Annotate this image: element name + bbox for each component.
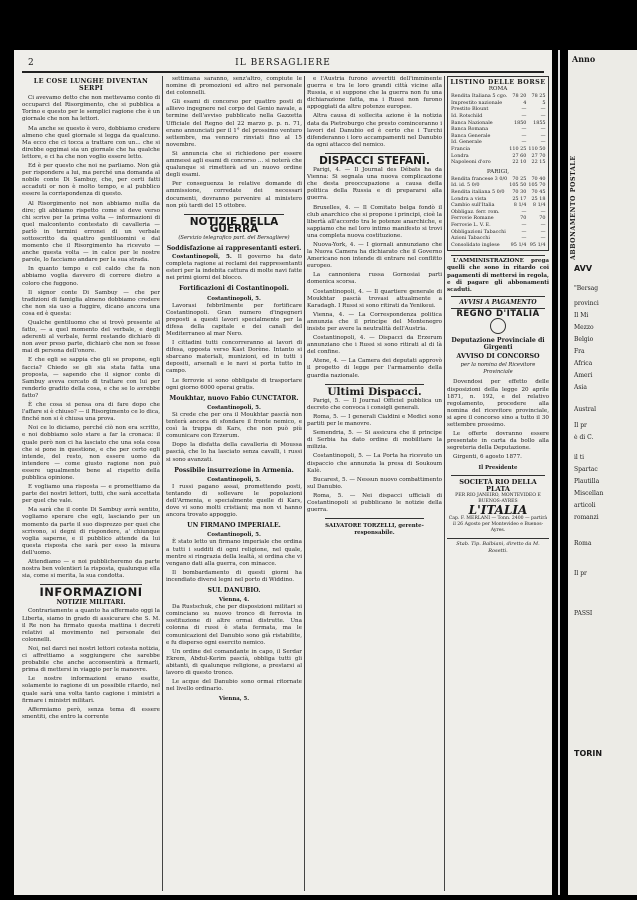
side-header: Anno — [572, 54, 596, 64]
dateline: Vienna, 5. — [218, 696, 250, 703]
rate-row — [450, 242, 546, 249]
paragraph: Lavorasi febbrilmente per fortificare Costantinopoli. Gran numero d'ingegneri preposti a questi lavori specialmente per la difesa della capitale e dei canali del Mediterraneo al mar Nero. — [166, 302, 302, 337]
article-heading: UN FIRMANO IMPERIALE. — [187, 522, 281, 530]
column-3 — [307, 76, 442, 537]
side-snippet: Africa — [574, 360, 593, 367]
paragraph: Ma sarà che il conte Di Sambuy avrà sentito, vogliamo sperare che egli, lasciando per un momento da parte il suo disprezzo per quei che scrivono, si degni di rispondere, a' chiunque voglia saperne, e il pubblico attende da lui questa risposta che sarà per esso la misura dell'uomo. — [22, 507, 160, 556]
rate-label: Ferrovie Romane — [451, 215, 494, 222]
rate-label: Id. Generale — [451, 139, 482, 146]
page-number: 2 — [28, 58, 35, 68]
rate-row — [450, 159, 547, 166]
article-heading: Fortificazioni di Costantinopoli. — [179, 285, 289, 293]
rate-value: 78 25 — [531, 93, 546, 100]
rate-value: 8 1/4 — [532, 202, 546, 209]
article-body — [307, 76, 442, 149]
avviso-body — [447, 379, 549, 461]
paragraph: Si crede che per ora il Moukhtar pascià non tenterà ancora di sfondare il fronte nemico, e così la truppa di Kars, che non può più comunicare con Erzerum. — [166, 411, 302, 440]
article-text: I russi pagano assai, promettendo posti, tentando di sollevare le popolazioni dell'Armenia, e specialmente quelle di Kars, dove vi sono molti cristiani; ma non vi hanno ancora trovato appoggio. — [166, 483, 302, 519]
societa-text: Cap. F. MERLANI — Tonn. 2400 — partirà il 26 Agosto per Montevideo e Buenos-Ayres. — [448, 515, 548, 533]
avviso-concorso-title: AVVISO DI CONCORSO — [456, 352, 540, 361]
page-header — [14, 58, 552, 70]
side-snippet: il ti — [574, 454, 585, 461]
side-snippet: Ameri — [574, 372, 593, 379]
rate-label: Obbligazioni Tabacchi — [451, 228, 506, 235]
divider — [325, 153, 424, 154]
section-title-informazioni: INFORMAZIONI — [39, 585, 143, 600]
roma-rates-table — [450, 93, 547, 166]
rate-value: 95 1/4 — [510, 241, 527, 248]
societa-subtitle: PER RIO JANEIRO, MONTEVIDEO E BUENOS-AYRES — [455, 492, 541, 504]
rate-value: — — [540, 126, 546, 133]
rate-row — [450, 139, 547, 146]
rate-value: 1855 — [533, 119, 546, 126]
paragraph: Dopo la disfatta della cavalleria di Moussa pascià, che lo ha lasciato senza cavalli, i russi si sono avanzati. — [166, 442, 302, 463]
article-body — [307, 167, 442, 380]
dateline: Costantinopoli, 5. — [207, 295, 261, 302]
side-snippet: Il pr — [574, 422, 587, 429]
rate-value: 105 70 — [528, 182, 546, 189]
societa-title: SOCIETÀ RIO DELLA PLATA — [459, 477, 537, 493]
gerente-signature: SALVATORE TORZELLI, gerente-responsabile. — [325, 523, 424, 537]
paragraph: Noi ce lo diciamo, perché ciò non era scritto, e noi dobbiamo solo stare a far la cronaca: il quale però non ci ha lasciato che una sola cosa che si pone in questione, e che per certo egli intende, del resto, non essere uomo da intendere — come giusto ragione non può essere ugualmente bene al rispetto della pubblica opinione. — [22, 425, 160, 481]
dateline: Costantinopoli, 5. — [207, 476, 261, 483]
newspaper-title: IL BERSAGLIERE — [235, 58, 331, 68]
rate-label: Azioni Tabacchi — [451, 235, 490, 242]
section-title-guerra: NOTIZIE DELLA GUERRA — [189, 215, 279, 235]
article-text: Il governo ha dato completa ragione ai reclami dei rappresentanti esteri per la indebita cattura di molte navi fatte nei primi giorni del blocco. — [166, 254, 302, 282]
column-2 — [166, 76, 302, 703]
rate-value: 70 40 — [531, 175, 546, 182]
rate-label: Obbligaz. ferr. rom. — [451, 208, 500, 215]
page-gutter — [558, 50, 560, 895]
rate-value: — — [521, 132, 527, 139]
rate-value: 110 50 — [528, 145, 546, 152]
side-snippet: Fra — [574, 348, 585, 355]
rate-value: 70 45 — [531, 189, 546, 195]
paragraph: Un ordine del comandante in capo, il Serdar Ekrem, Abdul-Kerim pascià, obbliga tutti gli abitanti, di qualunque religione, a prestarsi al lavoro di questo tronco. — [166, 648, 302, 677]
divider — [451, 475, 545, 476]
amministrazione-notice: L'AMMINISTRAZIONE prega quelli che sono in ritardo coi pagamenti di mettersi in regola, e di pagare gli abbonamenti scaduti. — [447, 258, 549, 293]
paragraph: Qualche gentiluomo che si trovò presente al fatto, — a quel momento del verbale, e degli aderenti al verbale, fermi restando dichiarò di non aver preso parte, dichiarò che non se fosse mai di persona dell'onore. — [22, 320, 160, 355]
side-snippet: Plautilla — [574, 478, 600, 485]
rate-label: Banca Generale — [451, 132, 491, 139]
paragraph: Le acque del Danubio sono ormai ritornate nel livello ordinario. — [166, 679, 302, 693]
paragraph: Dovendosi per effetto delle disposizioni della legge 20 aprile 1871, n. 192, e del relativo regolamento, procedere alla nomina del ricevitore provinciale, si apre il concorso sino a tutto il 30 settembre prossimo. — [447, 379, 549, 429]
section-subtitle: NOTIZIE MILITARI. — [56, 599, 126, 607]
rate-value: — — [540, 112, 546, 119]
rate-label: Rendita italiana 5 0/0 — [451, 189, 505, 195]
dateline: Costantinopoli, 5. — [207, 404, 261, 411]
rate-row — [450, 202, 546, 209]
rate-row — [450, 176, 546, 183]
side-snippet: Mezzo — [574, 324, 594, 331]
side-vertical-label: ABBONAMENTO POSTALE — [570, 155, 577, 260]
rate-value: 95 1/4 — [529, 241, 546, 248]
rate-value: — — [540, 235, 546, 242]
paragraph: settimana saranno, senz'altro, compiute le nomine di promozioni ed altro nel personale dei colonnelli. — [166, 76, 302, 97]
side-snippet: "Bersag — [574, 285, 599, 292]
paragraph: Gli esami di concorso per quattro posti di allievo ingegnere nel corpo del Genio navale, a termine dell'avviso pubblicato nella Gazzetta Ufficiale del Regno del 22 marzo p. p. n. 71, erano annunciati per il 1° del prossimo venturo settembre, ma vennero rinviati fino al 15 novembre. — [166, 99, 302, 148]
divider — [184, 214, 284, 215]
section-note: (Servizio telegrafico part. del Bersagliere) — [178, 234, 290, 241]
paragraph: Al Risorgimento noi non abbiamo nulla da dire; gli abbiamo rispetto come si deve verso chi scrive per la prima volta — informazioni di quel malcontento contestato di cavalleria — parlò in termini erronei di un verbale sottoscritto da quattro gentiluomini e dal momento che il Risorgimento ha ricevuto — anche questa volta — in calce per le nostre parole, lo facciamo andare per la sua strada. — [22, 200, 160, 264]
rate-value: 22 10 — [512, 159, 527, 166]
paragraph: E che egli se sappia che gli se propone, egli faccia? Chiedo se gli sia stata fatta una proposta, — sapendo che il signor conte di Sambuy aveva cercato di trattare con lui per renderlo gradito della cosa, e che se lo avrebbe fatto? — [22, 357, 160, 399]
paragraph: Per conseguenza le relative domande di ammissione, corredate dei necessari documenti, dovranno pervenire al ministero non più tardi del 15 ottobre. — [166, 181, 302, 209]
printer-footer: Stab. Tip. Balbiani, diretto da M. Rosetti. — [447, 538, 549, 555]
header-rule — [22, 71, 544, 73]
rate-value: — — [521, 139, 527, 146]
dispatch: Bucarest, 5. — Nessun nuovo combattimento sul Danubio. — [307, 476, 442, 490]
rate-label: Ferrovie L. V. E. — [451, 221, 491, 228]
rate-value: 5 — [542, 99, 546, 106]
section-title-dispacci: DISPACCI STEFANI. — [319, 154, 430, 167]
dispatch: Roma, 5. — I generali Cialdini e Medici sono partiti per le manovre. — [307, 413, 442, 428]
article-heading: Soddisfazione ai rappresentanti esteri. — [166, 244, 302, 252]
paragraph: Ma anche se questo è vero, dobbiamo credere almeno che quel giornale si legga da qualcuno. Ma ecco che ci tocca a trattare con un... che si direbbe oggimai sia un giornale che ha qualche lettore, e ci ha che non voglio essere letto. — [22, 125, 160, 160]
paragraph: Noi, nel darci nei nostri lettori cotesta notizia, ci affrettiamo a soggiungere che sarebbe probabile che anche acconsentirà a firmarli, prima di mettersi in viaggio per le manovre. — [22, 645, 160, 674]
divider — [451, 296, 545, 297]
divider — [451, 255, 545, 256]
paragraph: Ci avevamo detto che non mettevamo conto di occuparci del Risorgimento, che si pubblica a Torino e questo per le semplici ragione che è un giornale che non ha lettori. — [22, 95, 160, 123]
rate-label: Id. id. 5 0/0 — [451, 182, 480, 189]
newspaper-page — [14, 50, 552, 895]
rate-value: 25 17 — [512, 195, 527, 202]
paragraph: Da Rustschuk, che per disposizioni militari si cominciano su nuovo tronco di ferrovia in sostituzione di altre ormai distrutte. Una colonna di russi è stata fermata, ma le comunicazioni del Danubio sono già ristabilite, e fu disperso ogni esercito nemico. — [166, 604, 302, 646]
paragraph: Le offerte dovranno essere presentate in carta da bollo alla segreteria della Deputazione. — [447, 431, 549, 452]
rate-value: — — [540, 208, 546, 215]
article-text: È stato letto un firmano imperiale che ordina a tutti i sudditi di ogni religione, nel quale, mentre si ringrazia della lealtà, si ordina che vi vengano dati alla guerra, con minacce. — [166, 539, 302, 567]
rate-value: — — [521, 221, 527, 228]
column-divider — [162, 76, 163, 891]
paragraph: Il signor conte Di Sambuy — che per tradizioni di famiglia almeno dobbiamo credere che non sia uso a fuggire, dicano ancora una cosa ed è questa: — [22, 289, 160, 317]
rate-row — [450, 235, 546, 242]
side-snippet: Il Mi — [574, 312, 589, 319]
rate-label: Cambio sull'Italia — [451, 202, 495, 209]
dateline: Costantinopoli, 5. — [172, 254, 232, 261]
paragraph: I cittadini tutti concorreranno ai lavori di difesa, opposta verso Kast Dorène. Intanto si sbarcano materiali, munizioni, ed in tutti i depositi, arsenali e le navi si porta tutto in campo. — [166, 340, 302, 375]
rate-value: 70 25 — [512, 175, 527, 182]
side-snippet: Asia — [574, 384, 587, 391]
rate-label: Banca Romana — [451, 126, 489, 133]
rate-value: — — [540, 228, 546, 235]
rate-row — [450, 113, 547, 120]
dispatch: Parigi, 5. — Il Journal Officiel pubblica un decreto che convoca i consigli generali. — [307, 397, 442, 411]
rate-value: — — [540, 221, 546, 228]
rate-row — [450, 100, 547, 107]
rate-value: — — [521, 208, 527, 215]
article-heading: SUL DANUBIO. — [207, 587, 261, 594]
rate-value: 78 20 — [512, 93, 527, 100]
rate-value: 25 18 — [531, 195, 546, 202]
rate-value: 70 — [539, 215, 546, 222]
paragraph: Altra causa di sollecita azione è la notizia data da Pietroburgo che presto cominceranno i lavori del Danubio ed è certo che i Turchi difenderanno i loro accampamenti nel Danubio da ogni attacco del nemico. — [307, 113, 442, 148]
listino-borse — [447, 76, 549, 251]
paragraph: Contrariamente a quanto ha affermato oggi la Liberta, siamo in grado di assicurare che S. M. il Re non ha firmato questa mattina i decreti relativi al movimento nel personale dei colonnelli. — [22, 608, 160, 643]
rate-value: 70 30 — [512, 189, 527, 195]
side-snippet: Roma — [574, 540, 592, 547]
avviso-signature: Il Presidente — [478, 464, 518, 471]
rate-value: 22 15 — [531, 159, 546, 166]
rate-label: Imprestito nazionale — [451, 99, 503, 106]
paragraph: È che cosa si pensa ora di fare dopo che l'affare si è chiuso? — il Risorgimento ce lo dica, finché non si è chiusa una prova. — [22, 402, 160, 423]
article-heading: Possibile insurrezione in Armenia. — [174, 466, 294, 474]
rate-label: Francia — [451, 145, 471, 152]
paragraph: Si annuncia che si richiedono per essere ammessi agli esami di concorso ... si noterà che qualunque si rimetterà ad un nuovo ordine degli esami. — [166, 150, 302, 179]
rate-label: Banca Nazionale — [451, 119, 493, 126]
adjacent-page-strip — [568, 50, 637, 895]
deputazione-title: Deputazione Provinciale di Girgenti — [451, 337, 545, 352]
rate-row — [450, 189, 546, 196]
column-divider — [444, 76, 445, 891]
dateline: Costantinopoli, 5. — [207, 532, 261, 539]
column-1 — [22, 76, 160, 723]
rate-value: — — [521, 112, 527, 119]
rate-value: 8 1/4 — [513, 202, 527, 209]
rate-value: — — [521, 228, 527, 235]
dispatch: Bruxelles, 4. — Il Comitato belga fondò il club anarchico che si propone i principi, cioè la libertà all'accordo tra le potenze anarchiche, e sappiamo che nel loro intimo manifesto si trovi una completa nuova costituzione. — [307, 204, 442, 239]
side-snippet: Il pr — [574, 570, 587, 577]
article-body — [307, 398, 442, 514]
rate-row — [450, 215, 546, 222]
rate-row — [450, 126, 547, 133]
rate-row — [450, 146, 547, 153]
rate-row — [450, 153, 547, 160]
paragraph: Ed è per questo che noi ne parliamo. Non già per rispondere a lui, ma perché una domanda al nobile conte Di Sambuy, che, per certi fatti accaduti or non è molto tempo, e al pubblico essere la corrispondenza di questo. — [22, 163, 160, 198]
rate-label: Rendita francese 3 0/0 — [451, 175, 508, 182]
side-snippet: TORIN — [574, 750, 603, 758]
regno-title: REGNO D'ITALIA — [456, 308, 540, 319]
paragraph: Affermiamo però, senza tema di essere smentiti, che entro la corrente — [22, 706, 160, 720]
article-text: Il bombardamento di questi giorni ha incendiato diversi legni nel porto di Widdino. — [166, 569, 302, 583]
rate-value: 110 25 — [509, 145, 527, 152]
paragraph: Le ferrovie si sono obbligate di trasportare ogni giorno 6000 operai gratis. — [166, 377, 302, 391]
article-body — [166, 412, 302, 464]
side-snippet: Miscellan — [574, 490, 604, 497]
side-snippet: provinci — [574, 300, 599, 307]
avviso-subtitle: per la nomina del Ricevitore Provinciale — [460, 362, 536, 376]
rate-label: Consolidato inglese — [451, 241, 500, 248]
rate-value: — — [540, 106, 546, 113]
rate-value: 105 50 — [509, 182, 527, 189]
rate-row — [450, 209, 546, 216]
dispatch: Semendria, 5. — Si assicura che il principe di Serbia ha dato ordine di mobilitare la milizia. — [307, 430, 442, 451]
rate-row — [450, 93, 547, 100]
ship-name: L'ITALIA — [468, 502, 528, 517]
rate-row — [450, 133, 547, 140]
rate-label: Londra — [451, 152, 469, 159]
rate-row — [450, 222, 546, 229]
rate-label: Londra a vista — [451, 195, 487, 202]
article-body — [166, 303, 302, 392]
rate-value: — — [521, 235, 527, 242]
dispatch: Nuova-York, 4. — I giornali annunziano che la Nuova Camera ha dichiarato che il Governo Americano non intende di entrare nel conflitto europeo. — [307, 241, 442, 270]
column-divider — [304, 76, 305, 891]
paragraph: Le nostre informazioni erano esatte, solamente io ragione di un possibile ritardo, nel quale sarà una volta tanto cagione i ministri a firmare i ministri militari. — [22, 676, 160, 704]
dispatch: Costantinopoli, 4. — Dispacci da Erzerum annunziano che i Russi si sono ritirati al di là del confine. — [307, 335, 442, 356]
paragraph: Attendiamo — e noi pubblicheremo da parte nostra ben volentieri la risposta, qualunque ella sia, come si merita, la sua condotta. — [22, 559, 160, 580]
rate-label: Napoleoni d'oro — [451, 159, 491, 166]
paragraph: In quanto tempo e col caldo che fa non abbiamo voglia davvero di correre dietro a coloro che fuggono. — [22, 266, 160, 287]
dispatch: Parigi, 4. — Il Journal des Débats ha da Vienna: Si segnala una nuova complicazione che desta preoccupazione a causa della politica della Russia e di prepararsi alla guerra. — [307, 167, 442, 202]
rate-value: — — [540, 132, 546, 139]
dispatch: Vienna, 4. — La Correspondenza politica annunzia che il principe del Montenegro insiste per avere la neutralità dell'Austria. — [307, 311, 442, 332]
article-body — [166, 76, 302, 210]
coat-of-arms-icon — [490, 318, 506, 334]
divider — [325, 518, 424, 519]
side-snippet: PASSI — [574, 610, 593, 617]
parigi-title: PARIGI, — [486, 168, 510, 175]
paragraph: e l'Austria furono avvertiti dell'imminente guerra e tra le loro grandi città vicine alla Russia, e si suppone che la guerra non fu una dichiarazione fatta, ma i Russi non furono appoggiati da altre potenze europee. — [307, 76, 442, 111]
dispatch: Atene, 4. — La Camera dei deputati approvò il progetto di legge per l'armamento della guardia nazionale. — [307, 358, 442, 379]
side-snippet: articoli — [574, 502, 596, 509]
listino-title: LISTINO DELLE BORSE — [450, 78, 546, 86]
rate-label: Prestito Blount — [451, 106, 489, 113]
paragraph: Girgenti, 6 agosto 1877. — [453, 454, 522, 461]
article-heading: Moukhtar, nuovo Fabio CUNCTATOR. — [169, 394, 299, 402]
rate-value: 27 70 — [531, 152, 546, 159]
rate-value: 70 — [520, 215, 527, 222]
dispatch: Costantinopoli, 4. — Il quartiere generale di Moukhtar pascià trovasi attualmente a Karadagh. I Russi si sono ritirati da Yenikeui. — [307, 288, 442, 309]
side-snippet: Spartac — [574, 466, 598, 473]
paragraph: E vogliamo una risposta — e promettiamo da parte dei nostri lettori, tutti, che sarà accettata per quel che vale. — [22, 484, 160, 505]
section-title-ultimi: Ultimi Dispacci. — [327, 385, 422, 398]
roma-title: ROMA — [488, 86, 508, 93]
rate-label: Rendita Italiana 5 cgo. — [451, 93, 508, 100]
rate-row — [450, 196, 546, 203]
side-snippet: romanzi — [574, 514, 599, 521]
side-snippet: AVV — [574, 265, 593, 273]
side-snippet: Austral — [574, 406, 597, 413]
column-4 — [447, 76, 549, 555]
dispatch: Roma, 5. — Nei dispacci ufficiali di Costantinopoli si pubblicano le notizie della guerra. — [307, 492, 442, 514]
article-body — [22, 608, 160, 720]
dateline: Vienna, 4. — [218, 597, 250, 604]
rate-value: 1850 — [513, 119, 527, 126]
side-snippet: Belgio — [574, 336, 594, 343]
rate-value: — — [521, 106, 527, 113]
rate-label: Id. Rotschild — [451, 112, 483, 119]
avvisi-title: AVVISI A PAGAMENTO — [459, 298, 537, 306]
rate-value: — — [521, 126, 527, 133]
rate-value: 4 — [523, 99, 527, 106]
article-body — [166, 604, 302, 693]
article-body — [22, 95, 160, 580]
rate-row — [450, 106, 547, 113]
rate-value: — — [540, 139, 546, 146]
article-heading: LE COSE LUNGHE DIVENTAN SERPI — [33, 77, 149, 93]
parigi-rates-table — [450, 176, 546, 249]
rate-row — [450, 182, 546, 189]
side-snippet: è di C. — [574, 434, 594, 441]
rate-row — [450, 120, 547, 127]
dispatch: La cannoniera russa Gornosiai parti domenica scorsa. — [307, 272, 442, 286]
divider — [325, 384, 424, 385]
rate-row — [450, 229, 546, 236]
rate-value: 27 60 — [512, 152, 527, 159]
dispatch: Costantinopoli, 5. — La Porta ha ricevuto un dispaccio che annunzia la presa di Soukoum Kalè. — [307, 453, 442, 474]
